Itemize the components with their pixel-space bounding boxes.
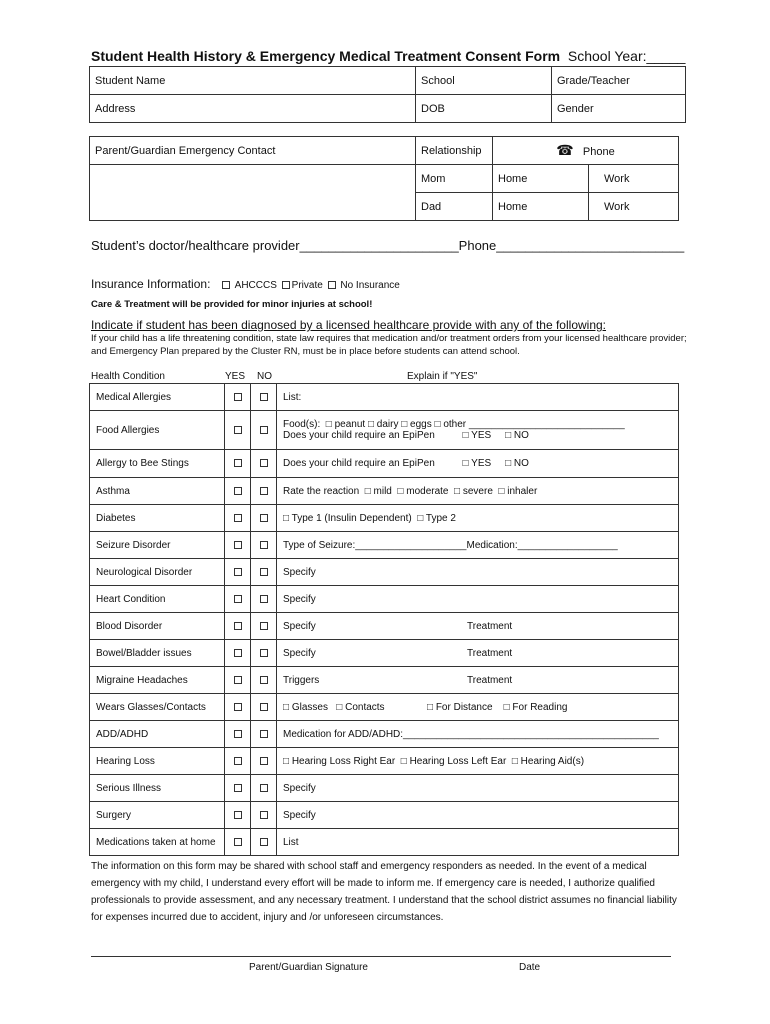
no-cell [251,450,277,478]
student-info-table [89,66,686,123]
yes-checkbox[interactable] [234,811,242,819]
explain-text-secondary: Treatment [467,674,513,686]
yes-checkbox[interactable] [234,459,242,467]
no-insurance-checkbox[interactable] [328,281,336,289]
no-cell [251,586,277,613]
yes-cell [225,586,251,613]
explain-text-secondary: Treatment [467,647,513,659]
yes-checkbox[interactable] [234,784,242,792]
no-cell [251,384,277,411]
explain-text: List: [283,391,302,403]
parent-signature-label: Parent/Guardian Signature [249,962,368,973]
yes-cell [225,694,251,721]
dad-home-field[interactable]: Home [493,193,589,221]
condition-name: Heart Condition [90,586,225,613]
yes-cell [225,532,251,559]
no-cell [251,775,277,802]
yes-checkbox[interactable] [234,541,242,549]
ahcccs-label: AHCCCS [234,280,277,291]
mom-work-field[interactable]: Work [589,165,679,193]
condition-row [90,748,679,775]
diagnosis-heading: Indicate if student has been diagnosed by a licensed healthcare provide with any of the following: [91,318,607,332]
yes-cell [225,640,251,667]
condition-row [90,384,679,411]
no-cell [251,559,277,586]
condition-name: Allergy to Bee Stings [90,450,225,478]
condition-name: ADD/ADHD [90,721,225,748]
mom-home-field[interactable]: Home [493,165,589,193]
condition-name: Diabetes [90,505,225,532]
explain-text: Triggers [283,674,320,686]
dad-work-field[interactable]: Work [589,193,679,221]
explain-cell[interactable] [277,384,679,411]
address-field[interactable]: Address [90,95,416,123]
yes-checkbox[interactable] [234,568,242,576]
consent-paragraph: The information on this form may be shared with school staff and emergency responders as needed. In the event of a medical emergency with my child, I understand every effort will be made to inform me. If emergency care is needed, I authorize qualified professionals to provide assessment, and any necessary treatment. I understand that the school district assumes no financial liability for expenses incurred due to accident, injury and /or unforeseen circumstances. [91,861,677,923]
explain-cell[interactable] [277,667,679,694]
no-cell [251,640,277,667]
yes-cell [225,775,251,802]
no-checkbox[interactable] [260,811,268,819]
explain-cell[interactable] [277,694,679,721]
explain-text: Food(s): □ peanut □ dairy □ eggs □ other ____________________________ [283,419,625,430]
explain-text: □ Hearing Loss Right Ear □ Hearing Loss Left Ear □ Hearing Aid(s) [283,755,585,767]
contact-name-field[interactable] [90,165,416,221]
yes-checkbox[interactable] [234,595,242,603]
yes-cell [225,748,251,775]
condition-name: Food Allergies [90,411,225,450]
yes-checkbox[interactable] [234,426,242,434]
no-checkbox[interactable] [260,426,268,434]
condition-row [90,478,679,505]
explain-cell[interactable] [277,721,679,748]
insurance-label: Insurance Information: [91,277,211,291]
no-checkbox[interactable] [260,595,268,603]
signature-line[interactable] [91,956,671,957]
phone-icon: ☎ [556,142,574,158]
private-checkbox[interactable] [282,281,290,289]
condition-name: Bowel/Bladder issues [90,640,225,667]
private-label: Private [291,280,323,291]
explain-cell[interactable] [277,613,679,640]
dad-label: Dad [416,193,493,221]
yes-cell [225,384,251,411]
yes-checkbox[interactable] [234,649,242,657]
yes-cell [225,721,251,748]
condition-name: Serious Illness [90,775,225,802]
condition-row [90,721,679,748]
explain-text-secondary: □ For Distance □ For Reading [427,701,568,713]
condition-row [90,559,679,586]
explain-text: Specify [283,566,316,578]
condition-row [90,694,679,721]
condition-row [90,640,679,667]
condition-row [90,775,679,802]
condition-name: Seizure Disorder [90,532,225,559]
condition-name: Surgery [90,802,225,829]
explain-cell[interactable] [277,505,679,532]
explain-cell[interactable] [277,775,679,802]
grade-teacher-field[interactable]: Grade/Teacher [552,67,686,95]
dob-field[interactable]: DOB [416,95,552,123]
no-checkbox[interactable] [260,676,268,684]
explain-cell[interactable] [277,450,679,478]
no-checkbox[interactable] [260,784,268,792]
diagnosis-note: If your child has a life threatening condition, state law requires that medication and/or treatment orders from your licensed healthcare provider; and Emergency Plan prepared by the Cluster RN, must be in place before students can attend school. [91,333,687,357]
explain-text: Specify [283,647,316,659]
no-cell [251,478,277,505]
yes-cell [225,411,251,450]
no-cell [251,667,277,694]
insurance-row [91,277,400,291]
no-insurance-label: No Insurance [340,280,400,291]
condition-row [90,613,679,640]
condition-row [90,586,679,613]
yes-checkbox[interactable] [234,730,242,738]
yes-cell [225,613,251,640]
school-year[interactable]: School Year:_____ [567,48,686,64]
yes-cell [225,450,251,478]
explain-cell[interactable] [277,411,679,450]
explain-text: Rate the reaction □ mild □ moderate □ severe □ inhaler [283,485,538,497]
explain-text: Medication for ADD/ADHD:______________________________________________ [283,728,659,740]
gender-field[interactable]: Gender [552,95,686,123]
doctor-line[interactable]: Student’s doctor/healthcare provider______________________Phone__________________________ [91,238,685,253]
no-cell [251,411,277,450]
explain-cell[interactable] [277,559,679,586]
condition-row [90,532,679,559]
explain-text: Specify [283,809,316,821]
yes-checkbox[interactable] [234,622,242,630]
explain-text: List [283,836,299,848]
no-checkbox[interactable] [260,459,268,467]
no-checkbox[interactable] [260,487,268,495]
no-checkbox[interactable] [260,622,268,630]
header-no: NO [257,371,272,382]
condition-name: Asthma [90,478,225,505]
condition-name: Hearing Loss [90,748,225,775]
condition-row [90,667,679,694]
explain-text-secondary: Does your child require an EpiPen □ YES □ NO [283,430,529,441]
yes-checkbox[interactable] [234,757,242,765]
explain-text-secondary: Treatment [467,620,513,632]
condition-name: Migraine Headaches [90,667,225,694]
explain-cell[interactable] [277,829,679,856]
no-checkbox[interactable] [260,838,268,846]
condition-name: Blood Disorder [90,613,225,640]
explain-text: □ Glasses □ Contacts [283,701,385,713]
no-cell [251,613,277,640]
no-cell [251,802,277,829]
date-label: Date [519,962,541,973]
condition-name: Medications taken at home [90,829,225,856]
no-cell [251,532,277,559]
explain-text: □ Type 1 (Insulin Dependent) □ Type 2 [283,512,456,524]
explain-cell[interactable] [277,802,679,829]
emergency-contact-table [89,136,679,221]
phone-label: Phone [582,146,615,158]
no-checkbox[interactable] [260,730,268,738]
no-checkbox[interactable] [260,514,268,522]
mom-label: Mom [416,165,493,193]
yes-cell [225,559,251,586]
yes-cell [225,829,251,856]
explain-text: Specify [283,593,316,605]
no-checkbox[interactable] [260,541,268,549]
contact-label: Parent/Guardian Emergency Contact [90,137,416,165]
header-explain: Explain if "YES" [407,371,478,382]
yes-checkbox[interactable] [234,838,242,846]
no-checkbox[interactable] [260,757,268,765]
no-cell [251,505,277,532]
condition-name: Medical Allergies [90,384,225,411]
school-field[interactable]: School [416,67,552,95]
explain-cell[interactable] [277,586,679,613]
yes-cell [225,802,251,829]
no-cell [251,694,277,721]
explain-text: Does your child require an EpiPen □ YES □ NO [283,458,529,469]
yes-checkbox[interactable] [234,393,242,401]
form-title: Student Health History & Emergency Medical Treatment Consent Form School Year:_____ [91,48,686,64]
yes-cell [225,505,251,532]
explain-cell[interactable] [277,640,679,667]
yes-checkbox[interactable] [234,514,242,522]
no-checkbox[interactable] [260,703,268,711]
health-conditions-table [89,383,679,856]
yes-cell [225,667,251,694]
explain-text: Specify [283,620,316,632]
no-cell [251,721,277,748]
explain-cell[interactable] [277,478,679,505]
yes-cell [225,478,251,505]
care-note: Care & Treatment will be provided for minor injuries at school! [91,299,373,310]
condition-row [90,802,679,829]
relationship-label: Relationship [416,137,493,165]
no-checkbox[interactable] [260,568,268,576]
explain-cell[interactable] [277,532,679,559]
condition-name: Wears Glasses/Contacts [90,694,225,721]
no-checkbox[interactable] [260,649,268,657]
condition-row [90,411,679,450]
explain-cell[interactable] [277,748,679,775]
condition-row [90,829,679,856]
header-condition: Health Condition [91,371,165,382]
no-cell [251,829,277,856]
ahcccs-checkbox[interactable] [222,281,230,289]
yes-checkbox[interactable] [234,676,242,684]
explain-text: Type of Seizure:____________________Medication:__________________ [283,539,618,551]
explain-text: Specify [283,782,316,794]
condition-row [90,450,679,478]
yes-checkbox[interactable] [234,703,242,711]
no-checkbox[interactable] [260,393,268,401]
yes-checkbox[interactable] [234,487,242,495]
header-yes: YES [225,371,246,382]
no-cell [251,748,277,775]
student-name-field[interactable]: Student Name [90,67,416,95]
condition-name: Neurological Disorder [90,559,225,586]
condition-row [90,505,679,532]
